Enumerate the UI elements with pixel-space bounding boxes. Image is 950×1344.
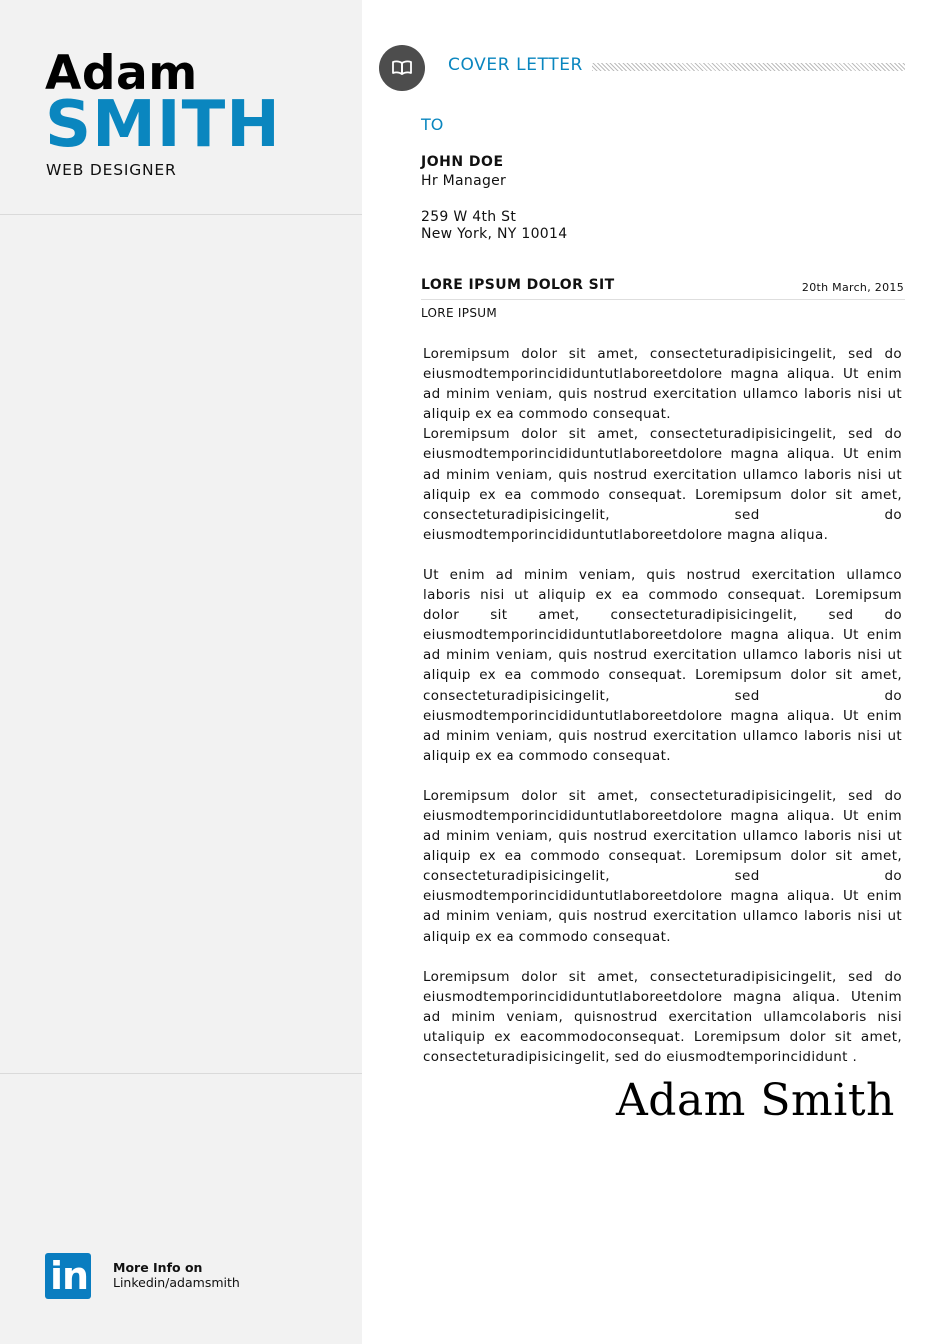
linkedin-icon-text: in	[50, 1254, 89, 1298]
linkedin-label: More Info on	[113, 1260, 203, 1275]
to-label: TO	[421, 115, 444, 134]
letter-sub-subject: LORE IPSUM	[421, 306, 497, 320]
last-name: SMITH	[45, 88, 281, 162]
signature: Adam Smith	[616, 1075, 895, 1126]
paragraph: Ut enim ad minim veniam, quis nostrud exercitation ullamco laboris nisi ut aliquip ex ea commodo consequat. Loremipsum dolor sit amet, consecteturadipisicingelit, sed do eiusmodtemporincididuntutlaboreetdolore magna aliqua. Ut enim ad minim veniam, quis nostrud exercitation ullamco laboris nisi ut aliquip ex ea commodo consequat. Loremipsum dolor sit amet, consecteturadipisicingelit, sed do eiusmodtemporincididuntutlaboreetdolore magna aliqua. Ut enim ad minim veniam, quis nostrud exercitation ullamco laboris nisi ut aliquip ex ea commodo consequat.	[423, 566, 902, 764]
sidebar	[0, 0, 362, 1344]
recipient-city: New York, NY 10014	[421, 226, 568, 242]
recipient-name: JOHN DOE	[421, 154, 504, 170]
section-title: COVER LETTER	[448, 55, 583, 75]
linkedin-icon[interactable]	[45, 1253, 91, 1299]
recipient-role: Hr Manager	[421, 173, 507, 189]
paragraph: Loremipsum dolor sit amet, consecteturadipisicingelit, sed do eiusmodtemporincididuntutlaboreetdolore magna aliqua. Ut enim ad minim veniam, quis nostrud exercitation ullamco laboris nisi ut aliquip ex ea commodo consequat. Loremipsum dolor sit amet, consecteturadipisicingelit, sed do eiusmodtemporincididuntutlaboreetdolore magna aliqua. Ut enim ad minim veniam, quis nostrud exercitation ullamco laboris nisi ut aliquip ex ea commodo consequat.	[423, 787, 902, 945]
paragraph: Loremipsum dolor sit amet, consecteturadipisicingelit, sed do eiusmodtemporincididuntutlaboreetdolore magna aliqua. Utenim ad minim veniam, quisnostrud exercitation ullamcolaboris nisi utaliquip ex eacommodoconsequat. Loremipsum dolor sit amet, consecteturadipisicingelit, sed do eiusmodtemporincididunt .	[423, 968, 902, 1065]
letter-date: 20th March, 2015	[801, 281, 904, 294]
sidebar-divider-top	[0, 214, 362, 215]
letter-body	[423, 344, 902, 1067]
recipient-street: 259 W 4th St	[421, 209, 517, 225]
linkedin-handle[interactable]: Linkedin/adamsmith	[113, 1275, 240, 1290]
paragraph: Loremipsum dolor sit amet, consecteturadipisicingelit, sed do eiusmodtemporincididuntutlaboreetdolore magna aliqua. Ut enim ad minim veniam, quis nostrud exercitation ullamco laboris nisi ut aliquip ex ea commodo consequat.	[423, 346, 902, 423]
paragraph: Loremipsum dolor sit amet, consecteturadipisicingelit, sed do eiusmodtemporincididuntutlaboreetdolore magna aliqua. Ut enim ad minim veniam, quis nostrud exercitation ullamco laboris nisi ut aliquip ex ea commodo consequat. Loremipsum dolor sit amet, consecteturadipisicingelit, sed do eiusmodtemporincididuntutlaboreetdolore magna aliqua.	[423, 426, 902, 543]
first-name: Adam	[45, 46, 198, 101]
sidebar-divider-bottom	[0, 1073, 362, 1074]
subject-divider	[421, 299, 905, 300]
job-title: WEB DESIGNER	[46, 161, 177, 179]
letter-subject: LORE IPSUM DOLOR SIT	[421, 277, 615, 293]
book-icon	[379, 45, 425, 91]
title-hatch-rule	[592, 63, 905, 71]
